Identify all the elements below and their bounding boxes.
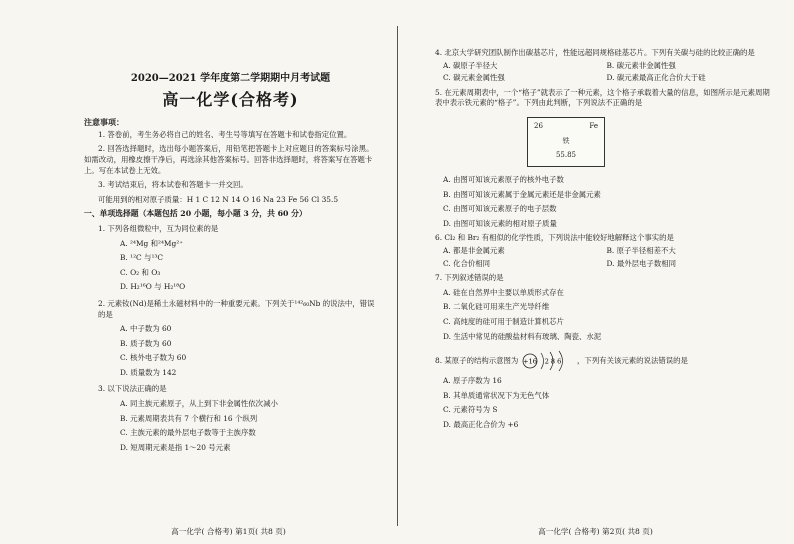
page-right — [397, 0, 794, 544]
exam-title: 2020—2021 学年度第二学期期中月考试题 — [130, 73, 331, 84]
element-cell-iron — [527, 117, 605, 167]
option-b: B. 碳元素非金属性强 — [606, 60, 676, 70]
option-d: D. H₂¹⁶O 与 H₂¹⁸O — [120, 282, 186, 292]
option-c: C. 化合价相同 — [443, 258, 491, 268]
notice-1: 1. 答卷前，考生务必将自己的姓名、考生号等填写在答题卡和试卷指定位置。 — [98, 129, 352, 139]
question-8 — [435, 350, 770, 430]
option-c: C. 核外电子数为 60 — [120, 353, 187, 363]
option-c: C. 元素符号为 S — [443, 405, 498, 415]
question-stem: 3. 以下说法正确的是 — [98, 384, 167, 394]
question-4 — [435, 48, 770, 84]
option-b: B. 元素周期表共有 7 个横行和 16 个纵列 — [120, 413, 258, 423]
option-d: D. 最外层电子数相同 — [606, 258, 676, 268]
stem-before: 8. 某原子的结构示意图为 — [435, 356, 519, 366]
option-b: B. ¹²C 与¹³C — [120, 253, 164, 263]
question-5 — [435, 88, 770, 230]
option-c: C. O₂ 和 O₃ — [120, 267, 161, 277]
option-d: D. 生活中常见的硅酸盐材料有玻璃、陶瓷、水泥 — [443, 331, 602, 341]
page-footer: 高一化学( 合格考) 第2页( 共8 页) — [538, 527, 653, 537]
question-stem — [435, 350, 770, 372]
option-b: B. 由图可知该元素属于金属元素还是非金属元素 — [443, 189, 601, 199]
option-d: D. 质量数为 142 — [120, 367, 177, 377]
question-1 — [98, 224, 377, 293]
option-d: D. 短周期元素是指 1～20 号元素 — [120, 442, 231, 452]
question-3 — [98, 384, 377, 453]
notice-2: 2. 回答选择题时，选出每小题答案后，用铅笔把答题卡上对应题目的答案标号涂黑。如需改动，用橡皮擦干净后，再选涂其他答案标号。回答非选择题时，将答案写在答题卡上。写在本试卷上无效。 — [84, 144, 374, 175]
stem-after: ，下列有关该元素的说法错误的是 — [577, 356, 688, 366]
option-a: A. 都是非金属元素 — [443, 245, 505, 255]
element-name: 铁 — [562, 136, 570, 145]
question-2 — [98, 299, 377, 379]
option-a: A. 碳原子半径大 — [443, 60, 498, 70]
option-b: B. 二氧化硅可用来生产光导纤维 — [443, 302, 550, 312]
option-a: A. 由图可知该元素原子的核外电子数 — [443, 174, 564, 184]
subject-title: 高一化学(合格考) — [162, 89, 299, 109]
notice-heading: 注意事项： — [84, 117, 124, 128]
atomic-mass: 55.85 — [555, 150, 577, 159]
question-stem: 1. 下列各组微粒中，互为同位素的是 — [98, 223, 219, 233]
option-a: A. 原子序数为 16 — [443, 376, 502, 386]
option-d: D. 碳元素最高正化合价大于硅 — [606, 73, 706, 83]
section-heading: 一、单项选择题（本题包括 20 小题，每小题 3 分，共 60 分） — [84, 209, 307, 219]
option-c: C. 碳元素金属性强 — [443, 73, 505, 83]
notice-3: 3. 考试结束后，将本试卷和答题卡一并交回。 — [98, 180, 248, 190]
question-stem: 2. 元素钕(Nd)是稀土永磁材料中的一种重要元素。下列关于¹⁴²₆₀Nb 的说法中，错误的是 — [98, 298, 375, 319]
electron-shells: 2 8 6 — [544, 357, 561, 366]
option-c: C. 主族元素的最外层电子数等于主族序数 — [120, 428, 256, 438]
question-stem: 6. Cl₂ 和 Br₂ 有相似的化学性质，下列说法中能较好地解释这个事实的是 — [435, 233, 674, 243]
atom-structure-diagram — [521, 350, 575, 372]
atomic-masses: 可能用到的相对原子质量：H 1 C 12 N 14 O 16 Na 23 Fe 56 Cl 35.5 — [98, 194, 339, 204]
option-d: D. 由图可知该元素的相对原子质量 — [443, 218, 557, 228]
option-a: A. 硅在自然界中主要以单质形式存在 — [443, 287, 564, 297]
question-stem: 7. 下列叙述错误的是 — [435, 273, 504, 283]
atomic-number: 26 — [534, 121, 543, 130]
option-a: A. ²⁴Mg 和²⁴Mg²⁺ — [120, 238, 184, 248]
nucleus-charge: +16 — [522, 357, 537, 366]
option-a: A. 中子数为 60 — [120, 324, 172, 334]
question-stem: 4. 北京大学研究团队制作出碳基芯片，性能远超同规格硅基芯片。下列有关碳与硅的比较正确的是 — [435, 48, 755, 57]
question-stem: 5. 在元素周期表中，一个“格子”就表示了一种元素，这个格子承载着大量的信息，如图所示是元素周期表中表示铁元素的“格子”。下列由此判断，下列说法不正确的是 — [435, 87, 770, 108]
page-footer: 高一化学( 合格考) 第1页( 共8 页) — [171, 527, 286, 537]
option-b: B. 质子数为 60 — [120, 338, 172, 348]
question-6 — [435, 233, 770, 269]
option-b: B. 其单质通常状况下为无色气体 — [443, 390, 550, 400]
option-a: A. 同主族元素原子，从上到下非金属性依次减小 — [120, 399, 278, 409]
option-b: B. 原子半径相差不大 — [606, 245, 676, 255]
element-symbol: Fe — [589, 121, 598, 130]
option-d: D. 最高正化合价为 +6 — [443, 419, 519, 429]
option-c: C. 高纯度的硅可用于制造计算机芯片 — [443, 316, 564, 326]
option-c: C. 由图可知该元素原子的电子层数 — [443, 204, 557, 214]
question-7 — [435, 273, 770, 342]
